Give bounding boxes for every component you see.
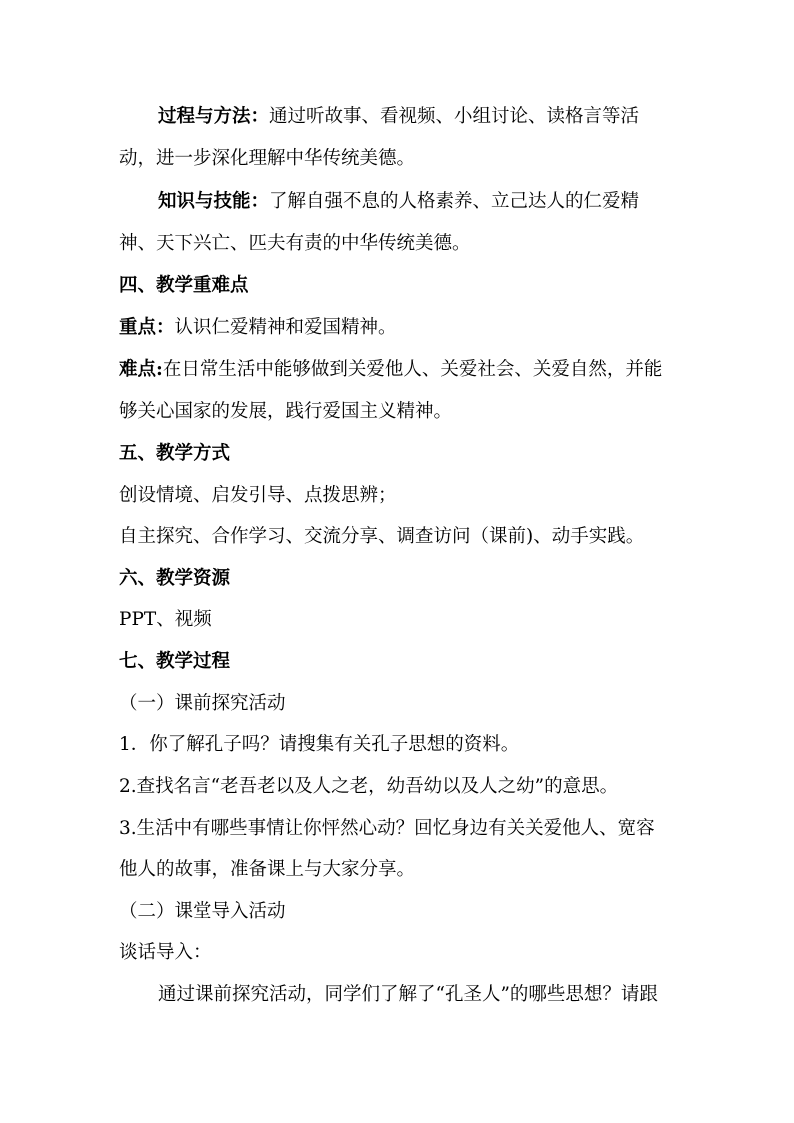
intro-label: 谈话导入： (119, 942, 212, 963)
difficult-point-text: 在日常生活中能够做到关爱他人、关爱社会、关爱自然，并能 (162, 359, 663, 380)
subsection-pre-class-heading: （一）课前探究活动 (119, 693, 286, 714)
key-point-line (119, 315, 397, 341)
intro-paragraph-line: 通过课前探究活动，同学们了解了“孔圣人”的哪些思想？请跟 (158, 984, 658, 1005)
key-point-text: 认识仁爱精神和爱国精神。 (174, 317, 397, 338)
difficult-point-label: 难点: (119, 359, 163, 380)
process-method-label: 过程与方法： (158, 106, 270, 127)
list-item-3-line-1: 3.生活中有哪些事情让你怦然心动？回忆身边有关关爱他人、宽容 (119, 818, 655, 839)
section-6-heading: 六、教学资源 (119, 568, 231, 589)
teaching-method-line-1: 创设情境、启发引导、点拨思辨； (119, 485, 397, 506)
list-item-2: 2.查找名言“老吾老以及人之老，幼吾幼以及人之幼”的意思。 (119, 776, 619, 797)
knowledge-skill-line-1 (158, 189, 639, 215)
process-method-line-2: 动，进一步深化理解中华传统美德。 (119, 148, 416, 169)
knowledge-skill-line-2: 神、天下兴亡、匹夫有责的中华传统美德。 (119, 233, 471, 254)
key-point-label: 重点： (119, 317, 175, 338)
section-5-heading: 五、教学方式 (119, 443, 231, 464)
teaching-method-line-2: 自主探究、合作学习、交流分享、调查访问（课前)、动手实践。 (119, 526, 645, 547)
section-7-heading: 七、教学过程 (119, 651, 231, 672)
process-method-line-1 (158, 104, 639, 130)
knowledge-skill-text: 了解自强不息的人格素养、立己达人的仁爱精 (269, 191, 640, 212)
knowledge-skill-label: 知识与技能： (158, 191, 270, 212)
list-item-1: 1．你了解孔子吗？请搜集有关孔子思想的资料。 (119, 734, 520, 755)
list-item-3-line-2: 他人的故事，准备课上与大家分享。 (119, 859, 416, 880)
section-4-heading: 四、教学重难点 (119, 275, 249, 296)
difficult-point-line-1 (119, 357, 662, 383)
difficult-point-line-2: 够关心国家的发展，践行爱国主义精神。 (119, 401, 453, 422)
process-method-text: 通过听故事、看视频、小组讨论、读格言等活 (269, 106, 640, 127)
teaching-resource-line: PPT、视频 (119, 609, 212, 630)
subsection-class-intro-heading: （二）课堂导入活动 (119, 901, 286, 922)
